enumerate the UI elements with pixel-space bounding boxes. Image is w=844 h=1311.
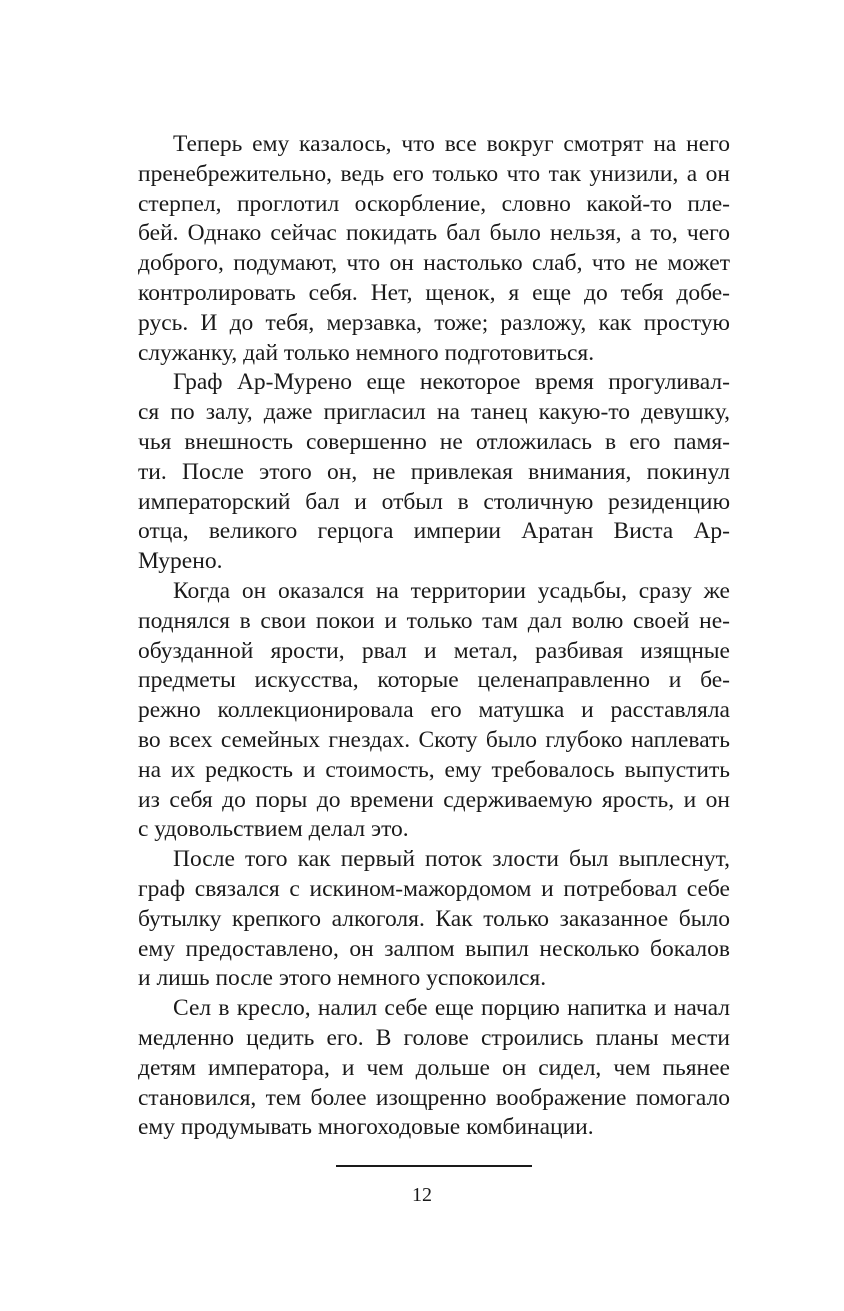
text-line: с удовольствием делал это. (138, 816, 409, 843)
text-line: детям императора, и чем дольше он сидел, чем пьянее (138, 1054, 730, 1081)
body-text (138, 130, 730, 1143)
paragraph (138, 994, 730, 1143)
text-line: граф связался с искином-мажордомом и потребовал себе (138, 875, 730, 902)
text-line: Когда он оказался на территории усадьбы, сразу же (173, 577, 730, 604)
text-line: ему предоставлено, он залпом выпил несколько бокалов (138, 935, 730, 962)
text-line: пренебрежительно, ведь его только что так унизили, а он (138, 160, 730, 187)
text-line: чья внешность совершенно не отложилась в его памя- (138, 428, 730, 455)
text-line: русь. И до тебя, мерзавка, тоже; разложу, как простую (138, 309, 730, 336)
text-line: отца, великого герцога империи Аратан Виста Ар- (138, 518, 730, 545)
paragraph (138, 577, 730, 845)
text-line: бей. Однако сейчас покидать бал было нельзя, а то, чего (138, 220, 730, 247)
page-number: 12 (412, 1184, 432, 1206)
text-line: на их редкость и стоимость, ему требовалось выпустить (138, 756, 730, 783)
text-line: Теперь ему казалось, что все вокруг смотрят на него (173, 131, 730, 157)
paragraph (138, 368, 730, 577)
text-line: предметы искусства, которые целенаправленно и бе- (138, 667, 730, 694)
text-line: медленно цедить его. В голове строились планы мести (138, 1024, 730, 1051)
text-line: ти. После этого он, не привлекая внимания, покинул (138, 458, 730, 485)
text-line: доброго, подумают, что он настолько слаб, что не может (138, 250, 730, 277)
text-line: Граф Ар-Мурено еще некоторое время прогуливал- (173, 369, 730, 396)
text-line: режно коллекционировала его матушка и расставляла (138, 697, 730, 724)
text-line: во всех семейных гнездах. Скоту было глубоко наплевать (138, 726, 730, 753)
text-line: стерпел, проглотил оскорбление, словно какой-то пле- (138, 190, 730, 217)
text-line: служанку, дай только немного подготовиться. (138, 339, 595, 366)
text-line: Мурено. (138, 548, 223, 575)
text-line: из себя до поры до времени сдерживаемую ярость, и он (138, 786, 730, 813)
footer-rule (336, 1165, 532, 1167)
paragraph (138, 130, 730, 368)
text-line: становился, тем более изощренно воображение помогало (138, 1084, 730, 1111)
text-line: поднялся в свои покои и только там дал волю своей не- (138, 607, 730, 634)
text-line: После того как первый поток злости был выплеснут, (173, 846, 730, 873)
text-line: императорский бал и отбыл в столичную резиденцию (138, 488, 730, 515)
text-line: и лишь после этого немного успокоился. (138, 965, 547, 992)
text-line: контролировать себя. Нет, щенок, я еще до тебя добе- (138, 279, 730, 306)
paragraph (138, 845, 730, 994)
text-line: Сел в кресло, налил себе еще порцию напитка и начал (173, 995, 730, 1022)
text-line: бутылку крепкого алкоголя. Как только заказанное было (138, 905, 730, 932)
text-line: ся по залу, даже пригласил на танец какую-то девушку, (138, 399, 730, 426)
text-line: обузданной ярости, рвал и метал, разбивая изящные (138, 637, 730, 664)
text-line: ему продумывать многоходовые комбинации. (138, 1114, 594, 1141)
